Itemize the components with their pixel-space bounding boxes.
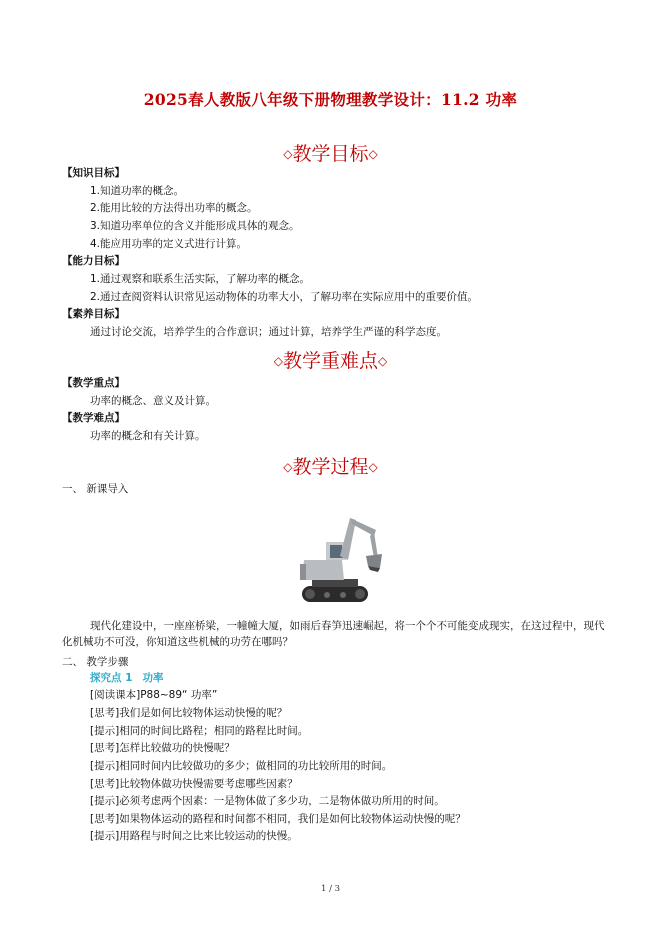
focus-text: 功率的概念、意义及计算。 — [90, 395, 216, 407]
diamond-icon: ◇ — [378, 354, 388, 368]
diamond-icon: ◇ — [283, 460, 293, 474]
step-line: [思考]我们是如何比较物体运动快慢的呢？ — [90, 707, 288, 719]
knowledge-item: 4.能应用功率的定义式进行计算。 — [90, 238, 248, 250]
step-line: [提示]相同的时间比路程；相同的路程比时间。 — [90, 725, 309, 737]
diamond-icon: ◇ — [368, 147, 378, 161]
literacy-heading: 【素养目标】 — [62, 308, 125, 320]
page-number: 1 / 3 — [320, 884, 341, 894]
difficulty-heading: 【教学难点】 — [62, 412, 125, 424]
diamond-icon: ◇ — [273, 354, 283, 368]
step-line: [思考]怎样比较做功的快慢呢？ — [90, 742, 235, 754]
section-heading-process: ◇教学过程◇ — [283, 456, 378, 478]
ability-item: 2.通过查阅资料认识常见运动物体的功率大小，了解功率在实际应用中的重要价值。 — [90, 291, 479, 303]
step-line: [思考]比较物体做功快慢需要考虑哪些因素？ — [90, 778, 298, 790]
ability-item: 1.通过观察和联系生活实际，了解功率的概念。 — [90, 273, 311, 285]
step-line: [提示]用路程与时间之比来比较运动的快慢。 — [90, 830, 298, 842]
explore-point-label: 探究点 1 — [90, 672, 133, 684]
knowledge-item: 3.知道功率单位的含义并能形成具体的观念。 — [90, 220, 300, 232]
focus-heading: 【教学重点】 — [62, 377, 125, 389]
section-heading-goals: ◇教学目标◇ — [283, 143, 378, 165]
difficulty-text: 功率的概念和有关计算。 — [90, 430, 206, 442]
steps-heading: 二、 教学步骤 — [62, 656, 129, 668]
step-line: [思考]如果物体运动的路程和时间都不相同，我们是如何比较物体运动快慢的呢？ — [90, 813, 466, 825]
section-heading-keypoints: ◇教学重难点◇ — [273, 350, 388, 372]
excavator-illustration — [292, 500, 384, 608]
knowledge-heading: 【知识目标】 — [62, 167, 125, 179]
ability-heading: 【能力目标】 — [62, 255, 125, 267]
explore-point-title — [90, 671, 173, 686]
intro-paragraph: 现代化建设中，一座座桥梁，一幢幢大厦，如雨后春笋迅速崛起，将一个个不可能变成现实，在这过程中，现代化机械功不可没，你知道这些机械的功劳在哪吗？ — [62, 620, 605, 648]
step-line: [阅读课本]P88~89“ 功率” — [90, 689, 218, 701]
explore-point-topic: 功率 — [142, 672, 164, 684]
diamond-icon: ◇ — [368, 460, 378, 474]
step-line: [提示]必须考虑两个因素：一是物体做了多少功，二是物体做功所用的时间。 — [90, 795, 445, 807]
knowledge-item: 1.知道功率的概念。 — [90, 185, 185, 197]
literacy-text: 通过讨论交流，培养学生的合作意识；通过计算，培养学生严谨的科学态度。 — [90, 326, 447, 338]
intro-heading: 一、 新课导入 — [62, 483, 129, 495]
knowledge-item: 2.能用比较的方法得出功率的概念。 — [90, 202, 258, 214]
document-title: 2025春人教版八年级下册物理教学设计：11.2 功率 — [143, 90, 518, 109]
diamond-icon: ◇ — [283, 147, 293, 161]
step-line: [提示]相同时间内比较做功的多少；做相同的功比较所用的时间。 — [90, 760, 393, 772]
